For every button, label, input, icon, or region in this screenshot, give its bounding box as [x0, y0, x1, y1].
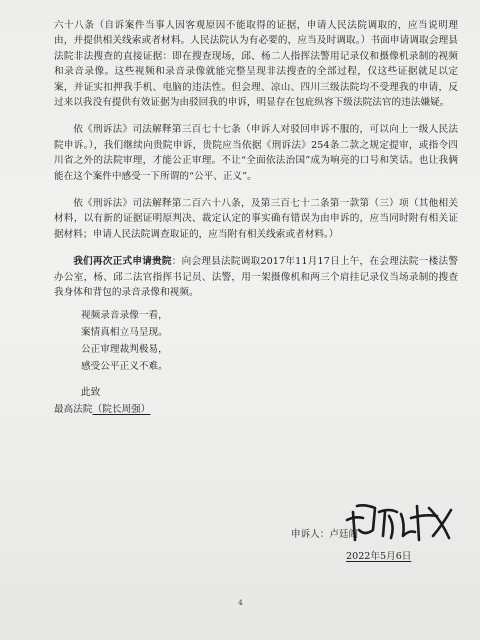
paragraph-appeal-basis: 依《刑诉法》司法解释第三百七十七条（申诉人对驳回申诉不服的，可以向上一级人民法院申诉。），我们继续向贵院申诉，贵院应当依据《刑诉法》254条二款之规定提审，或指令四川省之外的法院审理，才能公正审理。不让“全面依法治国”成为响亮的口号和笑话。也让我俩能在这个案件中感受一下所谓的“公平、正义”。 [54, 124, 458, 182]
appellant-label: 申诉人： [291, 529, 330, 540]
verse-block [54, 307, 458, 375]
verse-line: 感受公平正义不难。 [81, 360, 168, 372]
verse-line: 公正审理裁判极易， [81, 343, 168, 355]
verse-line: 视频录音录像一看， [81, 309, 168, 321]
recipient-note: （院长周强） [92, 403, 151, 415]
paragraph-formal-request [54, 254, 458, 300]
verse-line: 案情真相立马呈现。 [81, 326, 168, 338]
page-number: 4 [238, 598, 243, 607]
handwritten-signature [345, 500, 455, 544]
closing-salutation: 此致 [81, 386, 101, 398]
paragraph-evidence-request: 六十八条（自诉案件当事人因客观原因不能取得的证据，申请人民法院调取的，应当说明理由，并提供相关线索或者材料。人民法院认为有必要的，应当及时调取。）书面申请调取会理县法院非法搜查的直接证据：即在搜查现场，邱、杨二人指挥法警用记录仪和摄像机录制的视频和录音录像。这些视频和录音录像就能完整呈现非法搜查的全部过程，仅这些证据就足以定案，并证实扣押我手机、电脑的违法性。但会理、凉山、四川三级法院均不受理我的申请，反过来以我没有提供有效证据为由驳回我的申诉，明显存在包庇纵容下级法院法官的违法嫌疑。 [54, 20, 458, 109]
recipient [54, 402, 458, 417]
appellant-name: 卢廷阁 [329, 529, 359, 540]
formal-request-text: ：向会理县法院调取2017年11月17日上午，在会理法院一楼法警办公室，杨、邱二法官指挥书记员、法警，用一架摄像机和两三个肩挂记录仪当场录制的搜查我身体和背包的录音录像和视频。 [54, 256, 458, 299]
signature-date: 2022年5月6日 [346, 551, 412, 562]
formal-request-heading: 我们再次正式申请贵院 [73, 256, 172, 268]
paragraph-legal-provision: 依《刑诉法》司法解释第二百六十八条，及第三百七十二条第一款第（三）项（其他相关材料，以有新的证据证明原判决、裁定认定的事实确有错误为由申诉的，应当同时附有相关证据材料；申请人民法院调查取证的，应当附有相关线索或者材料。） [54, 198, 458, 240]
recipient-name: 最高法院 [54, 403, 93, 415]
document-body [54, 18, 458, 417]
